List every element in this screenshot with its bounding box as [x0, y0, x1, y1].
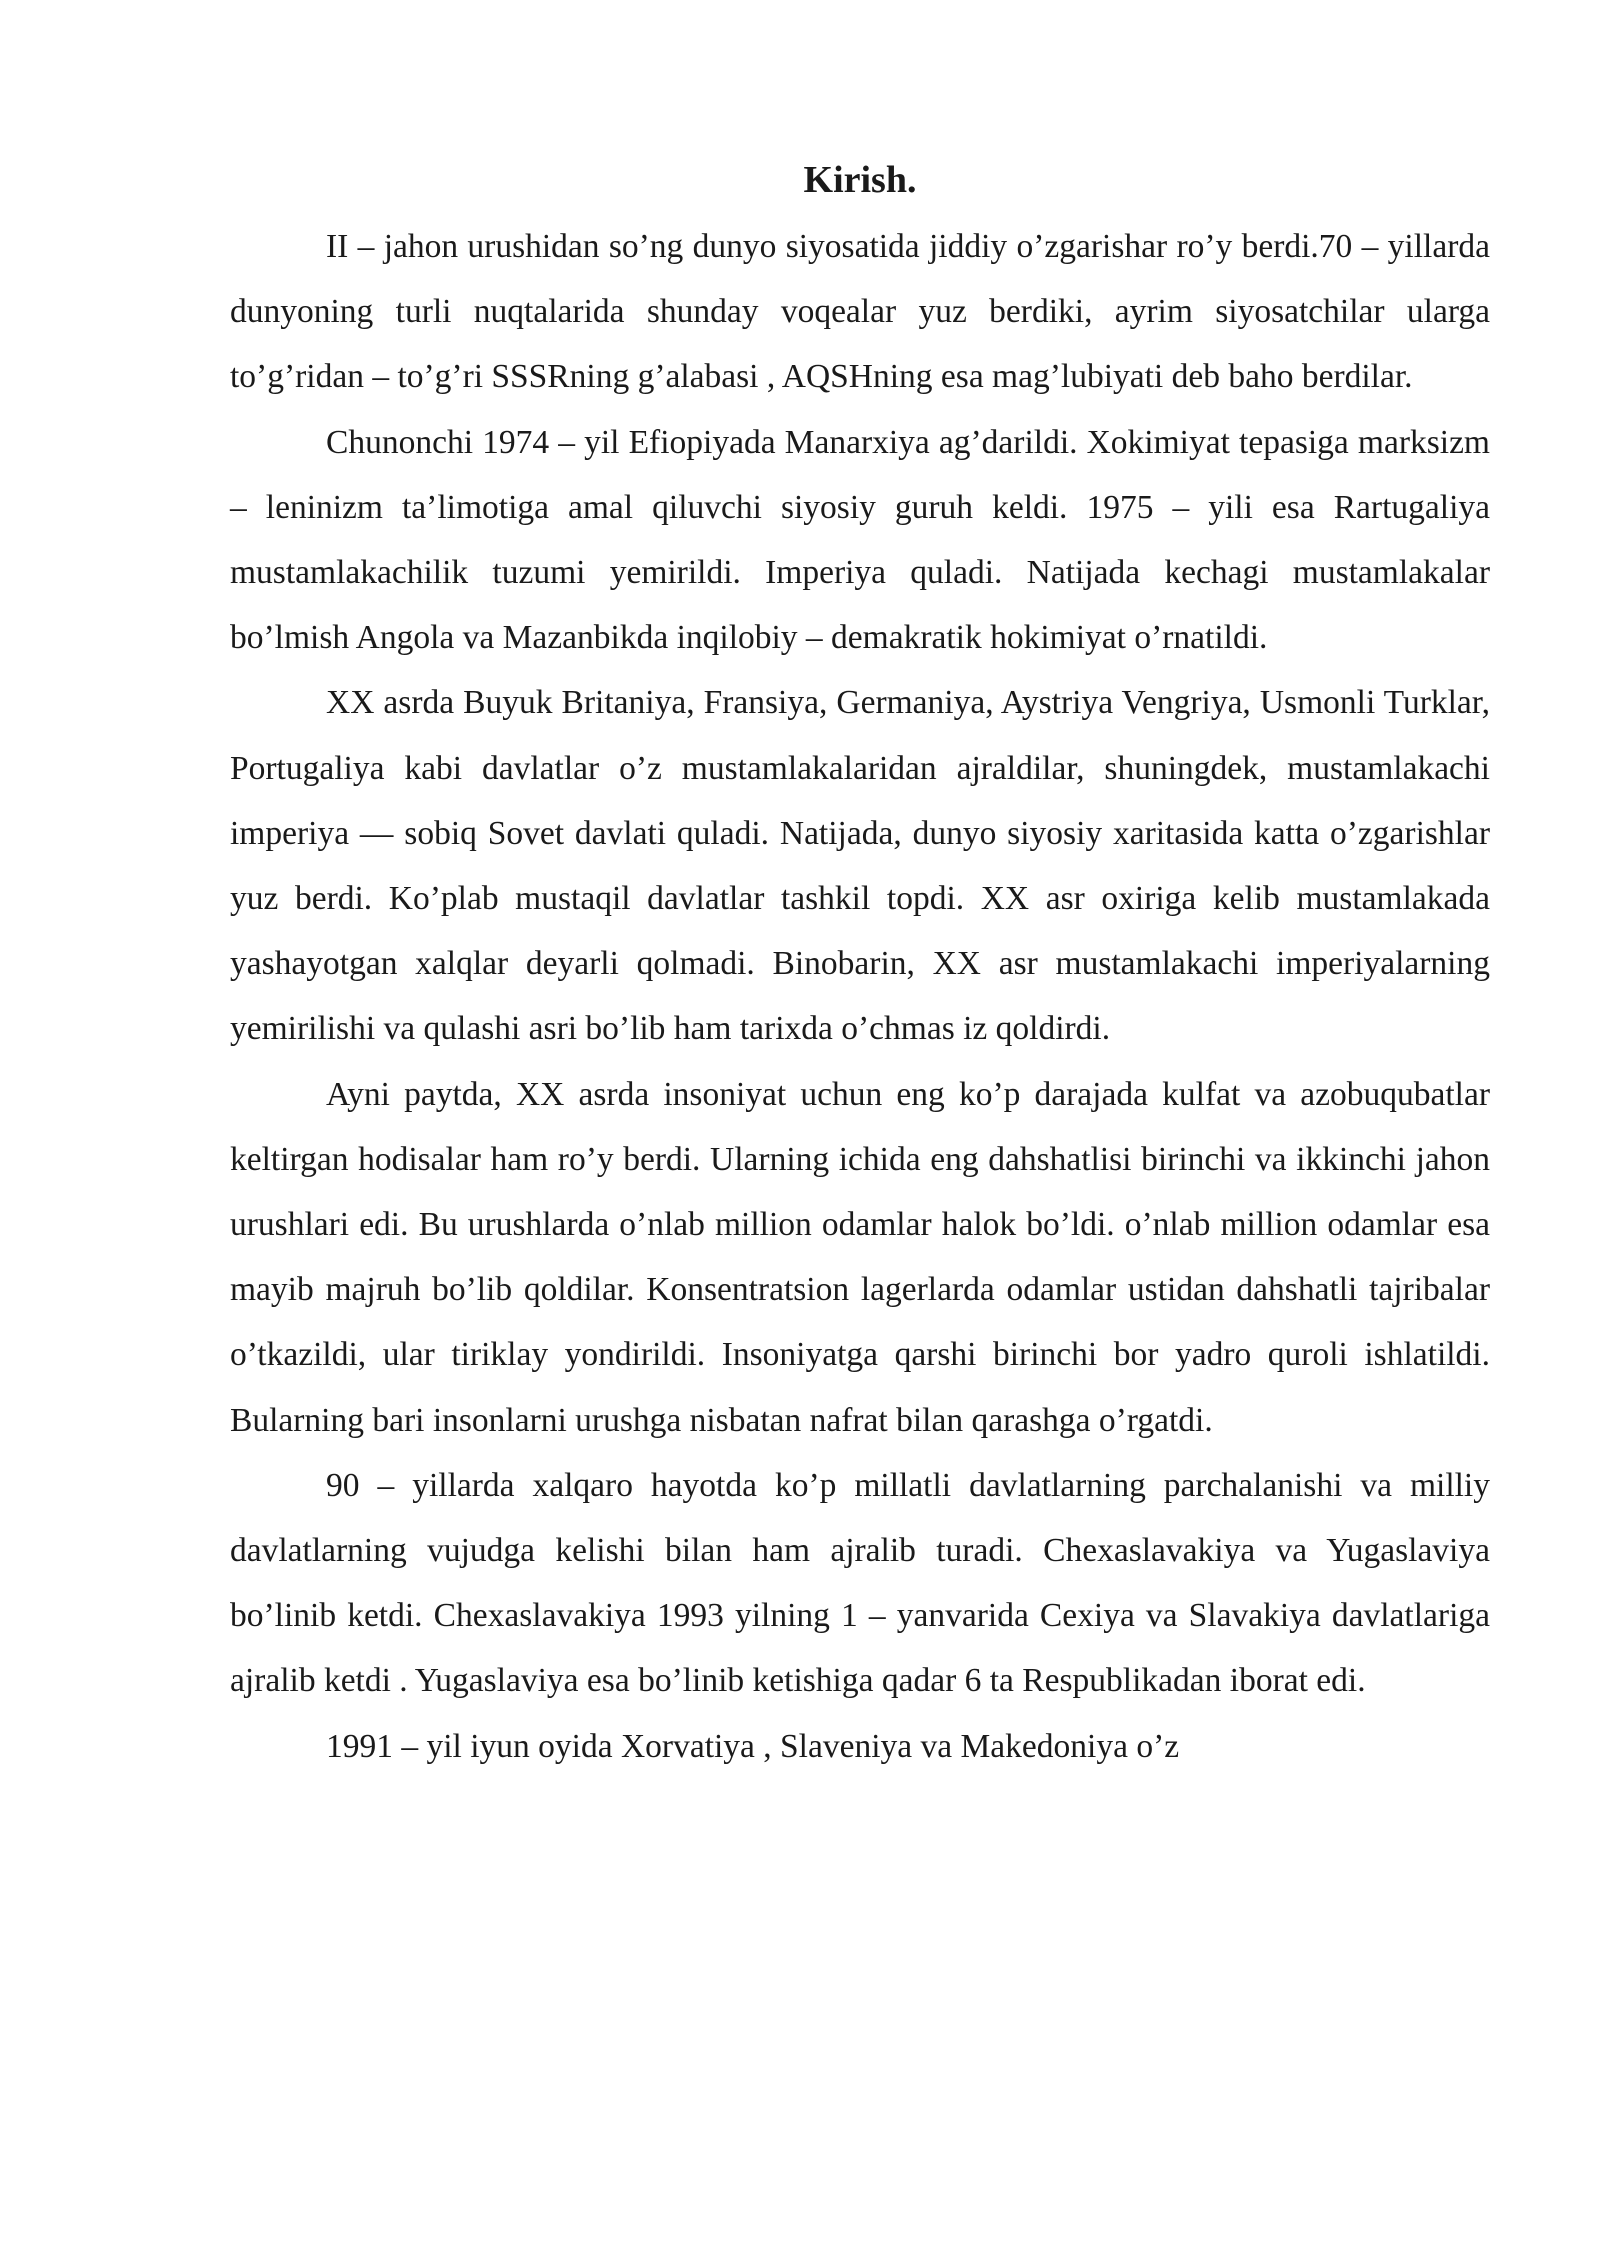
paragraph-4: Ayni paytda, XX asrda insoniyat uchun eng ko’p darajada kulfat va azobuqubatlar keltirgan hodisalar ham ro’y berdi. Ularning ichida eng dahshatlisi birinchi va ikkinchi jahon urushlari edi. Bu urushlarda o’nlab million odamlar halok bo’ldi. o’nlab million odamlar esa mayib majruh bo’lib qoldilar. Konsentratsion lagerlarda odamlar ustidan dahshatli tajribalar o’tkazildi, ular tiriklay yondirildi. Insoniyatga qarshi birinchi bor yadro quroli ishlatildi. Bularning bari insonlarni urushga nisbatan nafrat bilan qarashga o’rgatdi. [230, 1075, 1490, 1439]
paragraph-2: Chunonchi 1974 – yil Efiopiyada Manarxiya ag’darildi. Xokimiyat tepasiga marksizm – leninizm ta’limotiga amal qiluvchi siyosiy guruh keldi. 1975 – yili esa Rartugaliya mustamlakachilik tuzumi yemirildi. Imperiya quladi. Natijada kechagi mustamlakalar bo’lmish Angola va Mazanbikda inqilobiy – demakratik hokimiyat o’rnatildi. [230, 423, 1490, 657]
paragraph-5: 90 – yillarda xalqaro hayotda ko’p millatli davlatlarning parchalanishi va milliy davlatlarning vujudga kelishi bilan ham ajralib turadi. Chexaslavakiya va Yugaslaviya bo’linib ketdi. Chexaslavakiya 1993 yilning 1 – yanvarida Cexiya va Slavakiya davlatlariga ajralib ketdi . Yugaslaviya esa bo’linib ketishiga qadar 6 ta Respublikadan iborat edi. [230, 1466, 1490, 1700]
document-page [230, 150, 1490, 1779]
paragraph-1: II – jahon urushidan so’ng dunyo siyosatida jiddiy o’zgarishar ro’y berdi.70 – yillarda dunyoning turli nuqtalarida shunday voqealar yuz berdiki, ayrim siyosatchilar ularga to’g’ridan – to’g’ri SSSRning g’alabasi , AQSHning esa mag’lubiyati deb baho berdilar. [230, 228, 1490, 396]
paragraph-6: 1991 – yil iyun oyida Xorvatiya , Slaveniya va Makedoniya o’z [326, 1727, 1180, 1765]
document-title: Kirish. [803, 159, 917, 201]
paragraph-3: XX asrda Buyuk Britaniya, Fransiya, Germaniya, Aystriya Vengriya, Usmonli Turklar, Portugaliya kabi davlatlar o’z mustamlakalaridan ajraldilar, shuningdek, mustamlakachi imperiya — sobiq Sovet davlati quladi. Natijada, dunyo siyosiy xaritasida katta o’zgarishlar yuz berdi. Ko’plab mustaqil davlatlar tashkil topdi. XX asr oxiriga kelib mustamlakada yashayotgan xalqlar deyarli qolmadi. Binobarin, XX asr mustamlakachi imperiyalarning yemirilishi va qulashi asri bo’lib ham tarixda o’chmas iz qoldirdi. [230, 684, 1490, 1048]
